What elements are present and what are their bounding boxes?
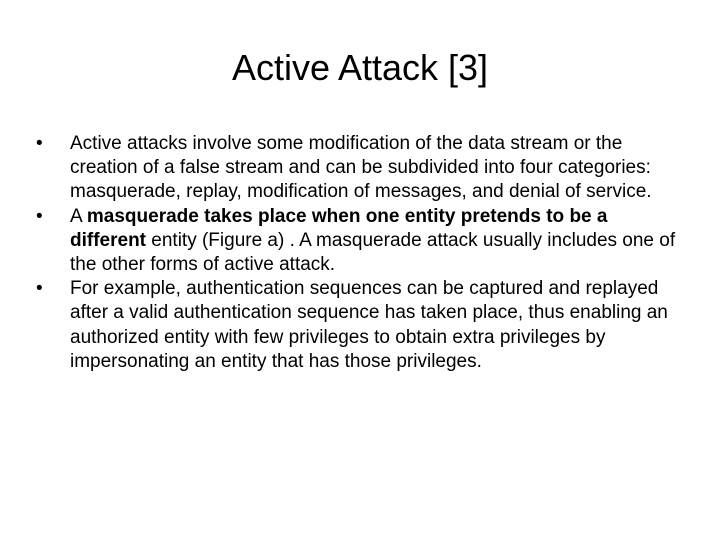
bullet-item-example bbox=[36, 277, 684, 374]
bullet-text-tail: entity (Figure a) . A masquerade attack usually includes one of the other forms of active attack. bbox=[70, 229, 676, 276]
bullet-text: For example, authentication sequences can be captured and replayed after a valid authentication sequence has taken place, thus enabling an authorized entity with few privileges to obtain extra privileges by impersonating an entity that has those privileges. bbox=[70, 278, 668, 372]
bullet-dot-icon: • bbox=[36, 205, 43, 227]
bullet-list bbox=[36, 132, 684, 374]
bullet-text-lead: A bbox=[70, 205, 87, 227]
slide-title: Active Attack [3] bbox=[231, 47, 489, 88]
bullet-dot-icon: • bbox=[36, 133, 43, 154]
bullet-item-active-attacks bbox=[36, 132, 684, 205]
bullet-dot-icon: • bbox=[36, 278, 43, 300]
bullet-item-masquerade bbox=[36, 205, 684, 278]
bullet-text: Active attacks involve some modification of the data stream or the creation of a false stream and can be subdivided into four categories: masquerade, replay, modification of messages, and denial of service. bbox=[70, 133, 652, 203]
bullet-text-bold: masquerade takes place when one entity pretends to be a different bbox=[70, 205, 608, 251]
